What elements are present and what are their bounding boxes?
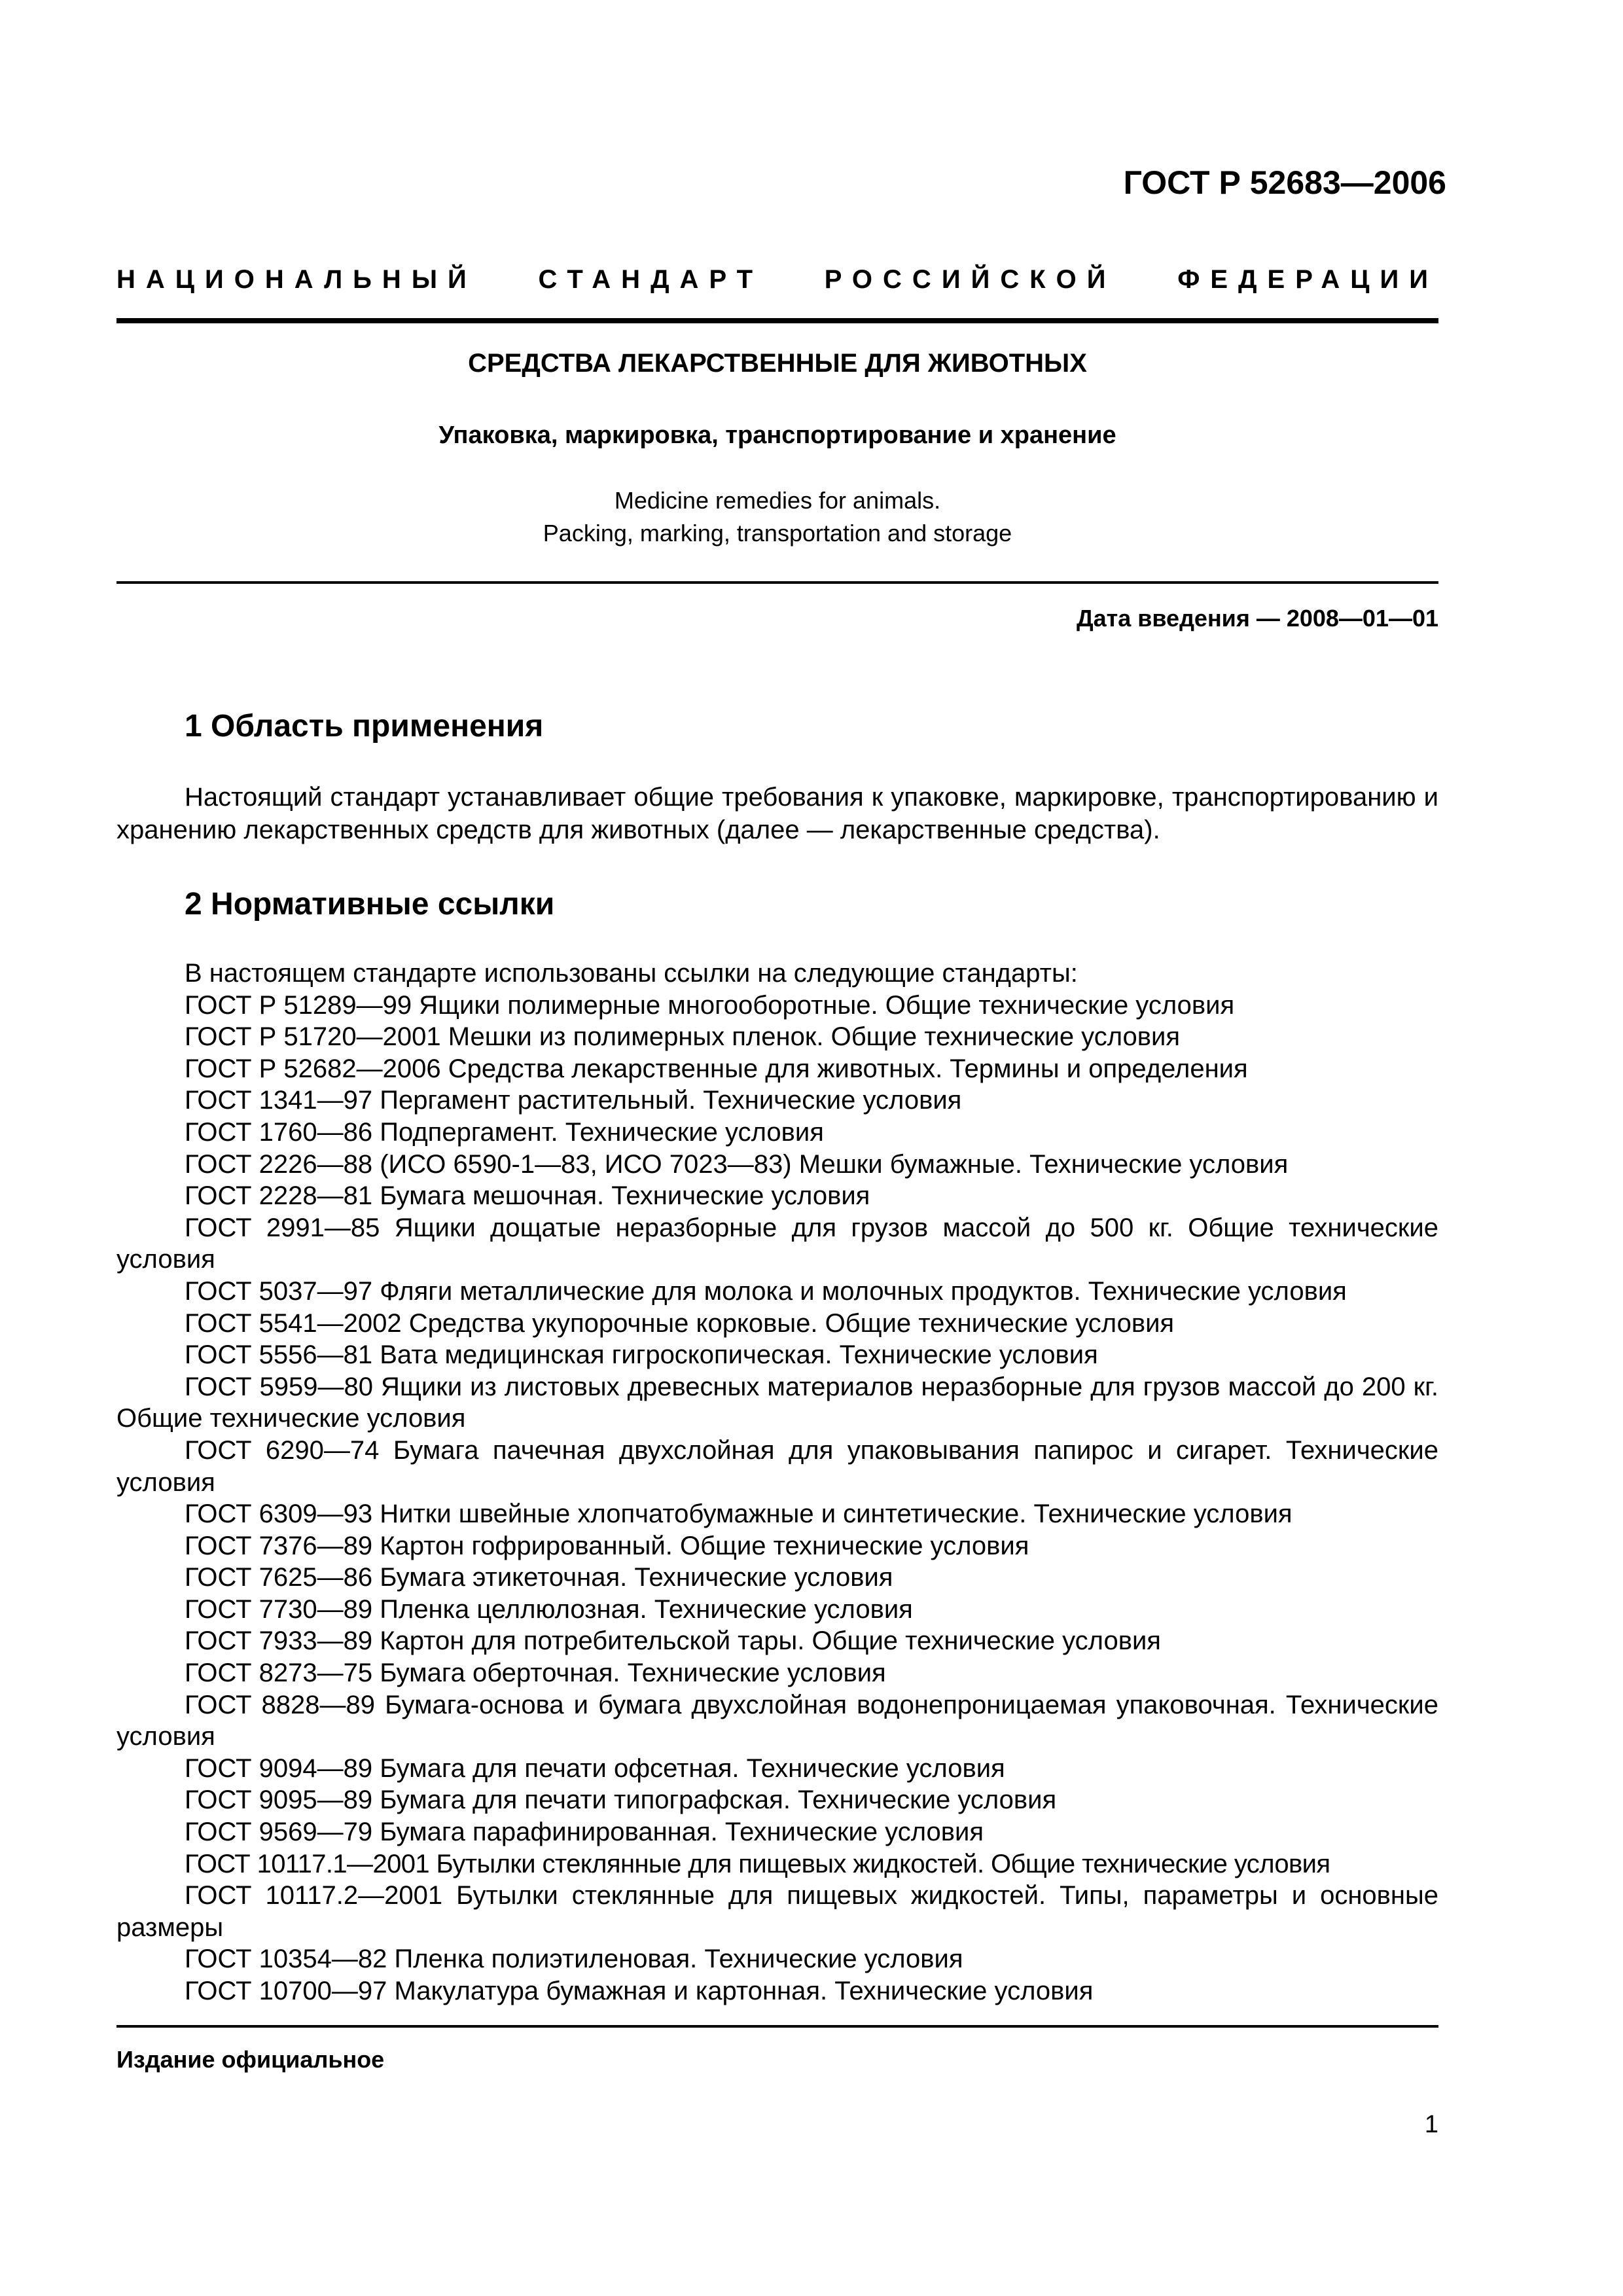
reference-item: ГОСТ 9095—89 Бумага для печати типографская. Технические условия bbox=[185, 1785, 1057, 1815]
reference-item: ГОСТ 6309—93 Нитки швейные хлопчатобумажные и синтетические. Технические условия bbox=[185, 1499, 1293, 1529]
references-list bbox=[116, 958, 1438, 2007]
references-intro: В настоящем стандарте использованы ссылки на следующие стандарты: bbox=[185, 959, 1078, 988]
reference-item: ГОСТ 2991—85 Ящики дощатые неразборные для грузов массой до 500 кг. Общие технические условия bbox=[116, 1213, 1438, 1274]
reference-item: ГОСТ 10117.2—2001 Бутылки стеклянные для пищевых жидкостей. Типы, параметры и основные размеры bbox=[116, 1881, 1438, 1942]
page-number: 1 bbox=[1424, 2111, 1438, 2138]
reference-item: ГОСТ 5556—81 Вата медицинская гигроскопическая. Технические условия bbox=[185, 1340, 1098, 1370]
english-title-line: Medicine remedies for animals. bbox=[614, 487, 941, 514]
section-1-body bbox=[116, 781, 1438, 846]
reference-item: ГОСТ 7625—86 Бумага этикеточная. Технические условия bbox=[185, 1563, 893, 1592]
reference-item: ГОСТ 1341—97 Пергамент растительный. Технические условия bbox=[185, 1086, 962, 1115]
reference-item: ГОСТ 7376—89 Картон гофрированный. Общие технические условия bbox=[185, 1531, 1029, 1560]
reference-item: ГОСТ 8828—89 Бумага-основа и бумага двухслойная водонепроницаемая упаковочная. Технические условия bbox=[116, 1690, 1438, 1751]
reference-item: ГОСТ 2226—88 (ИСО 6590-1—83, ИСО 7023—83) Мешки бумажные. Технические условия bbox=[185, 1149, 1289, 1179]
section-1-heading: 1 Область применения bbox=[185, 709, 544, 744]
banner-word: РОССИЙСКОЙ bbox=[824, 265, 1116, 294]
english-title bbox=[116, 484, 1438, 550]
footer-rule bbox=[116, 2025, 1438, 2028]
english-title-line: Packing, marking, transportation and storage bbox=[543, 520, 1012, 547]
reference-item: ГОСТ 10354—82 Пленка полиэтиленовая. Технические условия bbox=[185, 1945, 963, 1974]
reference-item: ГОСТ 6290—74 Бумага пачечная двухслойная для упаковывания папирос и сигарет. Технические условия bbox=[116, 1435, 1438, 1497]
reference-item: ГОСТ Р 51720—2001 Мешки из полимерных пленок. Общие технические условия bbox=[185, 1022, 1181, 1052]
reference-item: ГОСТ 8273—75 Бумага оберточная. Технические условия bbox=[185, 1659, 886, 1688]
reference-item: ГОСТ 10700—97 Макулатура бумажная и картонная. Технические условия bbox=[185, 1977, 1094, 2005]
banner-word: ФЕДЕРАЦИИ bbox=[1177, 265, 1438, 294]
reference-item: ГОСТ 9094—89 Бумага для печати офсетная. Технические условия bbox=[185, 1753, 1005, 1783]
reference-item: ГОСТ 1760—86 Подпергамент. Технические условия bbox=[185, 1117, 824, 1147]
reference-item: ГОСТ 7933—89 Картон для потребительской тары. Общие технические условия bbox=[185, 1626, 1161, 1656]
paragraph: Настоящий стандарт устанавливает общие требования к упаковке, маркировке, транспортированию и хранению лекарственных средств для животных (далее — лекарственные средства). bbox=[116, 783, 1438, 844]
reference-item: ГОСТ 5037—97 Фляги металлические для молока и молочных продуктов. Технические условия bbox=[185, 1276, 1347, 1306]
edition-label: Издание официальное bbox=[116, 2046, 385, 2073]
reference-item: ГОСТ 5959—80 Ящики из листовых древесных материалов неразборные для грузов массой до 200 кг. Общие технические условия bbox=[116, 1372, 1438, 1433]
title-rule bbox=[116, 581, 1438, 584]
document-subtitle: Упаковка, маркировка, транспортирование и хранение bbox=[438, 422, 1116, 449]
reference-item: ГОСТ 5541—2002 Средства укупорочные корковые. Общие технические условия bbox=[185, 1308, 1175, 1338]
document-title: СРЕДСТВА ЛЕКАРСТВЕННЫЕ ДЛЯ ЖИВОТНЫХ bbox=[468, 349, 1087, 378]
banner-word: СТАНДАРТ bbox=[538, 265, 764, 294]
reference-item: ГОСТ Р 51289—99 Ящики полимерные многооборотные. Общие технические условия bbox=[185, 990, 1235, 1020]
top-rule bbox=[116, 318, 1438, 323]
section-2-heading: 2 Нормативные ссылки bbox=[185, 887, 555, 922]
reference-item: ГОСТ 2228—81 Бумага мешочная. Технические условия bbox=[185, 1181, 870, 1211]
introduction-date: Дата введения — 2008—01—01 bbox=[1076, 605, 1438, 632]
reference-item: ГОСТ 9569—79 Бумага парафинированная. Технические условия bbox=[185, 1818, 984, 1847]
banner-word: НАЦИОНАЛЬНЫЙ bbox=[116, 265, 477, 294]
reference-item: ГОСТ 10117.1—2001 Бутылки стеклянные для пищевых жидкостей. Общие технические условия bbox=[185, 1849, 1330, 1878]
national-standard-banner bbox=[116, 265, 1438, 295]
reference-item: ГОСТ 7730—89 Пленка целлюлозная. Технические условия bbox=[185, 1594, 913, 1624]
reference-item: ГОСТ Р 52682—2006 Средства лекарственные для животных. Термины и определения bbox=[185, 1054, 1248, 1083]
document-number: ГОСТ Р 52683—2006 bbox=[1123, 164, 1446, 201]
